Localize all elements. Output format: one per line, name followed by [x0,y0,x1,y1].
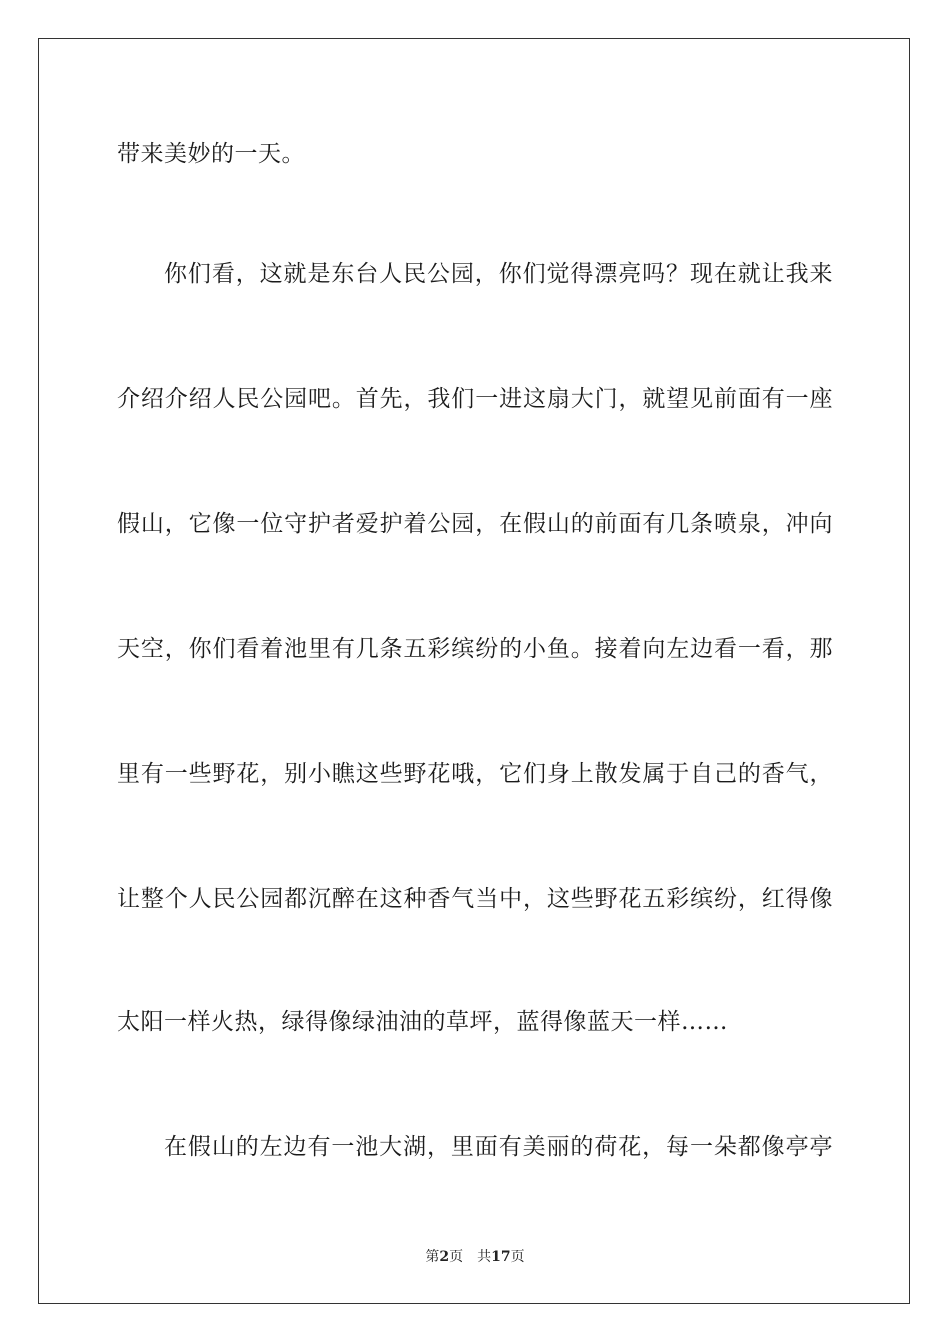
footer-page-suffix: 页 [449,1249,464,1265]
page-frame [38,38,910,1304]
footer-total-prefix: 共 [477,1249,492,1265]
footer-page-prefix: 第 [425,1249,440,1265]
footer-page-number: 2 [439,1249,450,1265]
paragraph-line-2: 你们看，这就是东台人民公园，你们觉得漂亮吗？现在就让我来 [164,261,833,287]
page-footer [0,1248,950,1266]
paragraph-line-1: 带来美妙的一天。 [117,141,305,167]
paragraph-line-7: 让整个人民公园都沉醉在这种香气当中，这些野花五彩缤纷，红得像 [117,886,833,912]
paragraph-line-3: 介绍介绍人民公园吧。首先，我们一进这扇大门，就望见前面有一座 [117,386,833,412]
paragraph-line-4: 假山，它像一位守护者爱护着公园，在假山的前面有几条喷泉，冲向 [117,511,833,537]
paragraph-line-9: 在假山的左边有一池大湖，里面有美丽的荷花，每一朵都像亭亭 [164,1134,833,1160]
footer-total-suffix: 页 [510,1249,525,1265]
footer-total-pages: 17 [491,1249,511,1265]
paragraph-line-6: 里有一些野花，别小瞧这些野花哦，它们身上散发属于自己的香气， [117,761,833,787]
paragraph-line-5: 天空，你们看着池里有几条五彩缤纷的小鱼。接着向左边看一看，那 [117,636,833,662]
paragraph-line-8: 太阳一样火热，绿得像绿油油的草坪，蓝得像蓝天一样…… [117,1009,728,1035]
